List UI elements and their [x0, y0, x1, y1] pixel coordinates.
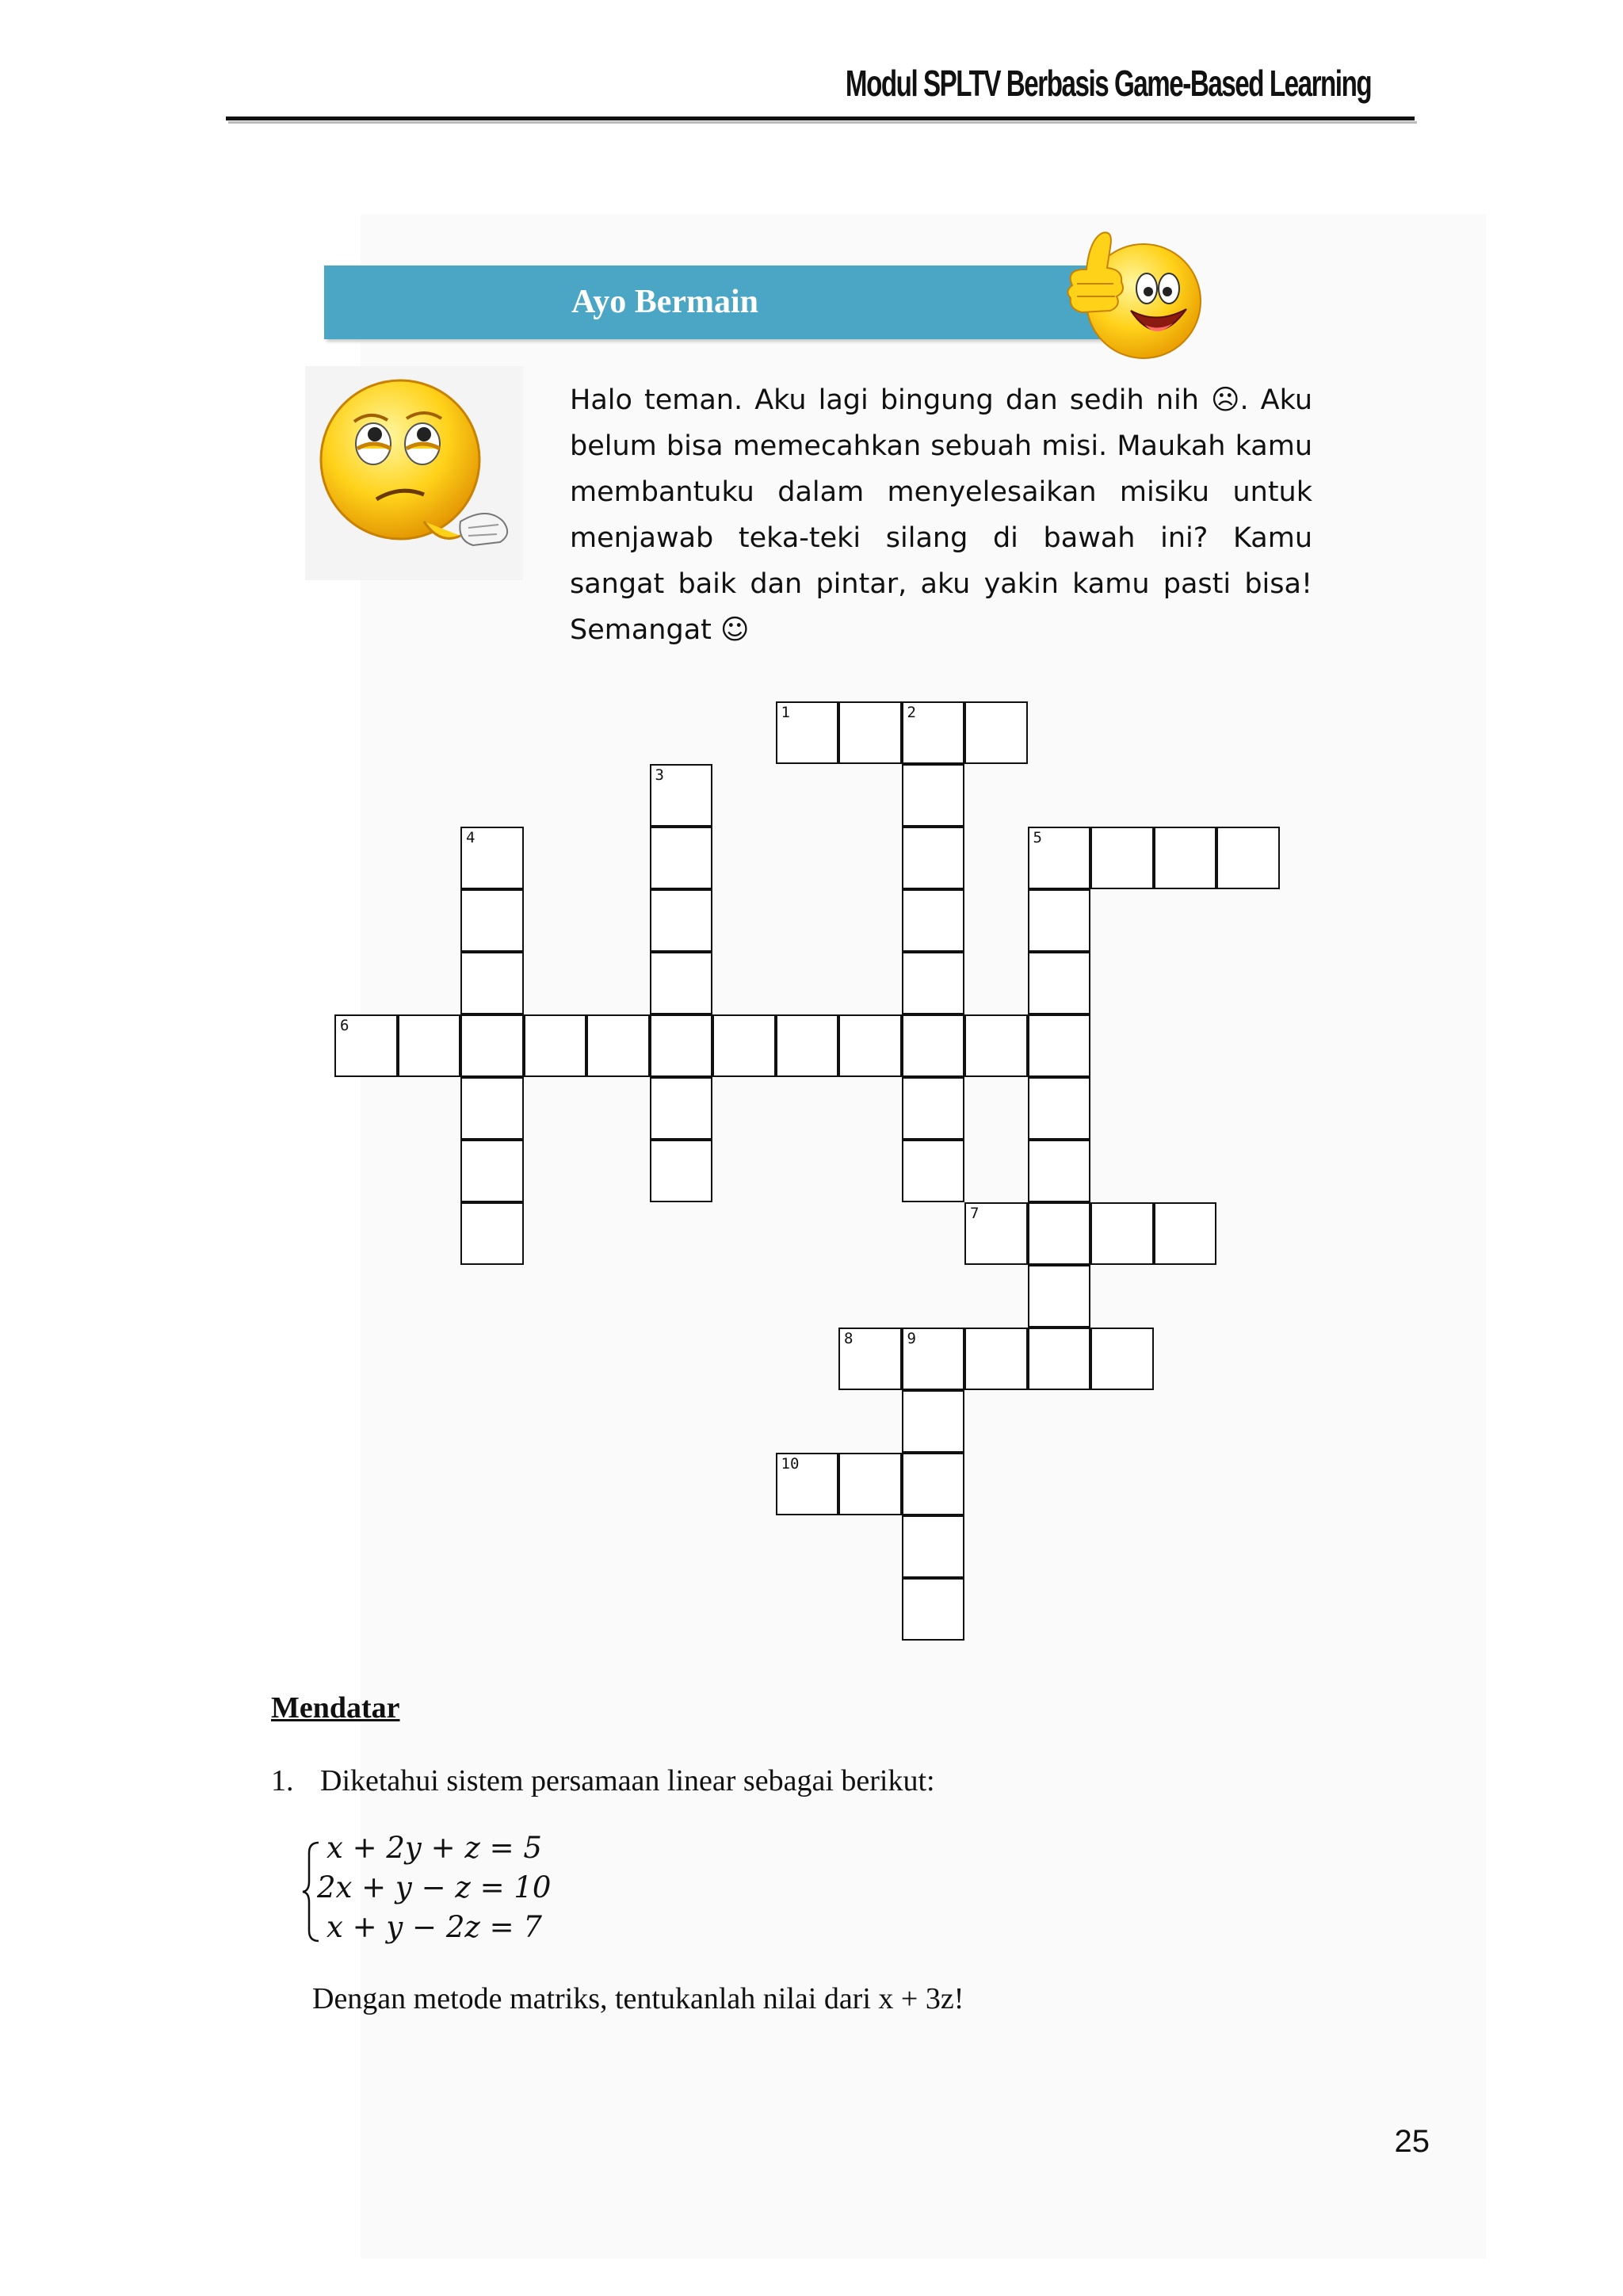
clue-number: 9: [907, 1330, 916, 1347]
crossword-cell[interactable]: [334, 1014, 398, 1077]
clue-number: 1: [781, 704, 790, 721]
clue-number: 4: [466, 829, 475, 846]
crossword-cell[interactable]: [1028, 889, 1091, 952]
crossword-cell[interactable]: [460, 1140, 524, 1202]
crossword-cell[interactable]: [776, 1453, 839, 1515]
crossword-cell[interactable]: [650, 952, 713, 1014]
crossword-cell[interactable]: [712, 1014, 776, 1077]
crossword-cell[interactable]: [460, 827, 524, 889]
crossword-cell[interactable]: [650, 827, 713, 889]
crossword-cell[interactable]: [398, 1014, 461, 1077]
clue-number: 3: [655, 766, 664, 784]
crossword-cell[interactable]: [902, 764, 965, 827]
equation-1: x + 2y + z = 5: [327, 1831, 542, 1865]
crossword-cell[interactable]: [902, 1515, 965, 1578]
banner-title: Ayo Bermain: [571, 284, 759, 320]
crossword-cell[interactable]: [838, 701, 902, 764]
crossword-cell[interactable]: [838, 1453, 902, 1515]
crossword-cell[interactable]: [1028, 1202, 1091, 1265]
crossword-cell[interactable]: [650, 764, 713, 827]
crossword-cell[interactable]: [650, 1077, 713, 1140]
crossword-cell[interactable]: [964, 1202, 1028, 1265]
crossword-cell[interactable]: [460, 952, 524, 1014]
crossword-cell[interactable]: [776, 1014, 839, 1077]
crossword-cell[interactable]: [1216, 827, 1280, 889]
crossword-cell[interactable]: [902, 1453, 965, 1515]
crossword-cell[interactable]: [1028, 1014, 1091, 1077]
crossword-cell[interactable]: [650, 1014, 713, 1077]
crossword-cell[interactable]: [1154, 827, 1217, 889]
crossword-cell[interactable]: [776, 701, 839, 764]
crossword-cell[interactable]: [460, 1202, 524, 1265]
crossword-cell[interactable]: [964, 701, 1028, 764]
clue-number: 2: [907, 704, 916, 721]
crossword-cell[interactable]: [1028, 827, 1091, 889]
equation-3: x + y − 2z = 7: [327, 1910, 542, 1944]
crossword-cell[interactable]: [902, 1014, 965, 1077]
crossword-cell[interactable]: [650, 1140, 713, 1202]
crossword-cell[interactable]: [902, 1077, 965, 1140]
crossword-cell[interactable]: [1090, 1202, 1154, 1265]
question-prompt: Dengan metode matriks, tentukanlah nilai dari x + 3z!: [312, 1982, 964, 2015]
clue-number: 5: [1033, 829, 1042, 846]
crossword-cell[interactable]: [1028, 1265, 1091, 1328]
crossword-cell[interactable]: [902, 1578, 965, 1641]
page-number: 25: [1394, 2124, 1430, 2159]
crossword-cell[interactable]: [1028, 1328, 1091, 1390]
question-text: Diketahui sistem persamaan linear sebagai berikut:: [320, 1764, 935, 1797]
mendatar-heading: Mendatar: [271, 1691, 400, 1725]
clue-number: 10: [781, 1455, 800, 1473]
crossword-cell[interactable]: [1154, 1202, 1217, 1265]
crossword-cell[interactable]: [1090, 827, 1154, 889]
crossword-cell[interactable]: [902, 1328, 965, 1390]
crossword-cell[interactable]: [964, 1014, 1028, 1077]
crossword-cell[interactable]: [902, 889, 965, 952]
crossword-cell[interactable]: [902, 701, 965, 764]
crossword-cell[interactable]: [1090, 1328, 1154, 1390]
clue-number: 7: [970, 1205, 980, 1222]
crossword-cell[interactable]: [902, 1390, 965, 1453]
crossword-cell[interactable]: [902, 827, 965, 889]
crossword-cell[interactable]: [838, 1328, 902, 1390]
crossword-cell[interactable]: [586, 1014, 650, 1077]
crossword-cell[interactable]: [902, 952, 965, 1014]
crossword-cell[interactable]: [650, 889, 713, 952]
intro-paragraph: Halo teman. Aku lagi bingung dan sedih nih ☹. Aku belum bisa memecahkan sebuah misi. Maukah kamu membantuku dalam menyelesaikan misiku untuk menjawab teka-teki silang di bawah ini? Kamu sangat baik dan pintar, aku yakin kamu pasti bisa! Semangat ☺: [570, 384, 1312, 646]
clue-number: 6: [340, 1017, 349, 1034]
crossword-cell[interactable]: [460, 889, 524, 952]
question-number: 1.: [271, 1764, 294, 1797]
crossword-cell[interactable]: [1028, 1140, 1091, 1202]
equation-2: 2x + y − z = 10: [317, 1870, 552, 1904]
crossword-cell[interactable]: [902, 1140, 965, 1202]
clue-number: 8: [844, 1330, 854, 1347]
crossword-cell[interactable]: [838, 1014, 902, 1077]
module-title: Modul SPLTV Berbasis Game-Based Learning: [845, 63, 1371, 104]
crossword-cell[interactable]: [1028, 1077, 1091, 1140]
crossword-cell[interactable]: [524, 1014, 587, 1077]
crossword-cell[interactable]: [1028, 952, 1091, 1014]
crossword-cell[interactable]: [964, 1328, 1028, 1390]
crossword-cell[interactable]: [460, 1014, 524, 1077]
crossword-cell[interactable]: [460, 1077, 524, 1140]
